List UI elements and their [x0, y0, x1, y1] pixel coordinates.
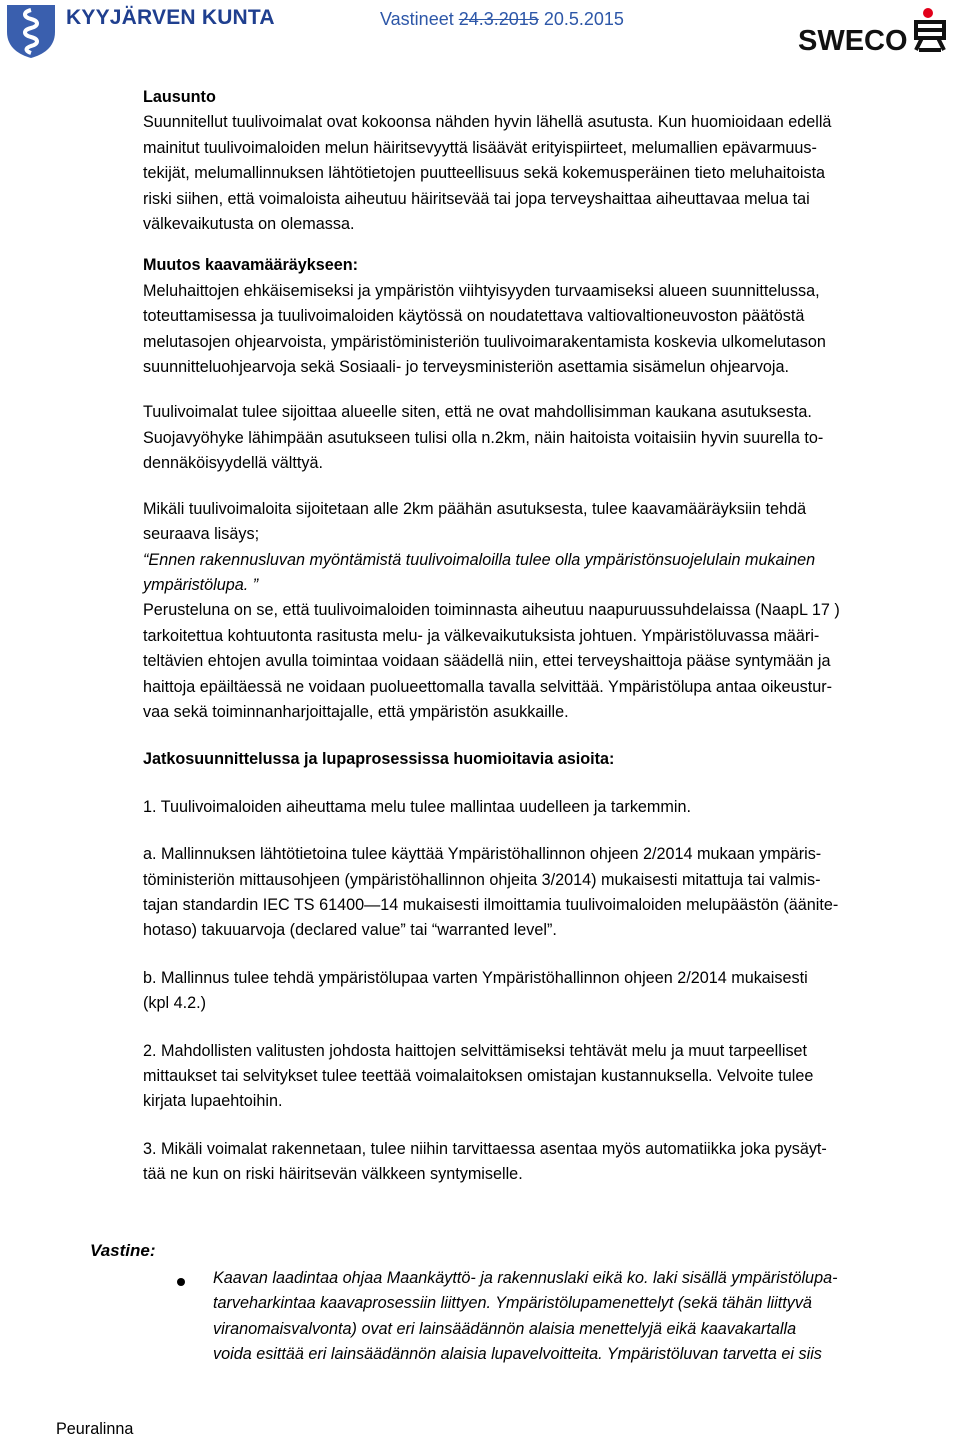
text-line: 1. Tuulivoimaloiden aiheuttama melu tulee mallintaa uudelleen ja tarkemmin. [143, 797, 691, 816]
text-line: voida esittää eri lainsäädännön alaisia lupavelvoitteita. Ympäristöluvan tarvetta ei siis [213, 1345, 822, 1364]
text-line: Suunnitellut tuulivoimalat ovat kokoonsa nähden hyvin lähellä asutusta. Kun huomioidaan edellä [143, 113, 832, 132]
text-line: dennäköisyydellä välttyä. [143, 454, 323, 473]
page-header [0, 0, 960, 70]
change-paragraph-3 [143, 497, 956, 548]
text-line: toteuttamisessa ja tuulivoimaloiden käytössä on noudatettava valtiovaltioneuvoston päätöstä [143, 307, 805, 326]
text-line: 2. Mahdollisten valitusten johdosta haittojen selvittämiseksi tehtävät melu ja muut tarpeelliset [143, 1041, 808, 1060]
response-label: Vastineet [380, 9, 454, 29]
text-line: vaa sekä toiminnanharjoittajalle, että ympäristön asukkaille. [143, 702, 569, 721]
text-line: suunnitteluohjearvoja sekä Sosiaali- jo terveysministeriön asettamia sisämelun ohjearvoja. [143, 358, 790, 377]
text-line: kirjata lupaehtoihin. [143, 1092, 283, 1111]
bullet-icon [177, 1278, 185, 1286]
text-line: tekijät, melumallinnuksen lähtötietojen puutteellisuus sekä kokemusperäinen tieto meluhaitoista [143, 164, 826, 183]
new-date: 20.5.2015 [543, 9, 624, 29]
text-line: “Ennen rakennusluvan myöntämistä tuulivoimaloilla tulee olla ympäristönsuojelulain mukainen [143, 550, 816, 569]
text-line: 3. Mikäli voimalat rakennetaan, tulee niihin tarvittaessa asentaa myös automatiikka joka pysäyt- [143, 1139, 827, 1158]
text-line: töministeriön mittausohjeen (ympäristöhallinnon ohjeita 3/2014) mukaisesti mitattuja tai valmis- [143, 870, 821, 889]
text-line: riski siihen, että voimaloista aiheutuu häiritsevää tai jopa terveyshaittaa aiheuttavaa melua tai [143, 189, 810, 208]
text-line: melutasojen ohjearvoista, ympäristöministeriön tuulivoimarakentamista koskevia ulkomelutason [143, 332, 826, 351]
change-heading: Muutos kaavamääräykseen: [143, 256, 359, 275]
text-line: mittaukset tai selvitykset tulee teettää voimalaitoksen omistajan kustannuksella. Velvoite tulee [143, 1067, 814, 1085]
text-line: seuraava lisäys; [143, 525, 260, 544]
text-line: teltävien ehtojen avulla toimintaa voidaan säädellä niin, ettei terveyshaittoja pääse syntymään ja [143, 652, 831, 671]
old-date: 24.3.2015 [458, 9, 539, 29]
response-text [213, 1266, 958, 1368]
item-1a [143, 842, 956, 944]
response-dates [380, 9, 624, 30]
text-line: (kpl 4.2.) [143, 994, 206, 1013]
text-line: tajan standardin IEC TS 61400—14 mukaisesti ilmoittamia tuulivoimaloiden melupäästön (äänite- [143, 895, 839, 914]
sweco-logo-icon [798, 6, 958, 56]
further-heading: Jatkosuunnittelussa ja lupaprosessissa huomioitavia asioita: [143, 750, 615, 769]
text-line: viranomaisvalvonta) ovat eri lainsäädännön alaisia menettelyjä eikä kaavakartalla [213, 1319, 797, 1338]
text-line: Mikäli tuulivoimaloita sijoitetaan alle 2km päähän asutuksesta, tulee kaavamääräyksiin tehdä [143, 499, 807, 518]
footer-author: Peuralinna [56, 1420, 134, 1438]
change-paragraph-1 [143, 279, 956, 381]
document-body [143, 85, 956, 1188]
text-line: Perusteluna on se, että tuulivoimaloiden toiminnasta aiheutuu naapuruussuhdelaissa (NaapL 17 ) [143, 601, 840, 620]
text-line: Tuulivoimalat tulee sijoittaa alueelle siten, että ne ovat mahdollisimman kaukana asutuksesta. [143, 403, 812, 422]
text-line: tarveharkintaa kaavaprosessiin liittyen. Ympäristölupamenettelyt (sekä tähän liittyvä [213, 1294, 812, 1313]
text-line: tarkoitettua kohtuutonta rasitusta melu- ja välkevaikutuksista johtuen. Ympäristöluvassa määri- [143, 626, 820, 645]
text-line: hotaso) takuuarvoja (declared value” tai “warranted level”. [143, 921, 557, 940]
text-line: ympäristölupa. ” [143, 575, 259, 594]
text-line: haittoja epäiltäessä ne voidaan puolueettomalla tavalla selvittää. Ympäristölupa antaa oikeustur- [143, 677, 833, 696]
text-line: Suojavyöhyke lähimpään asutukseen tulisi olla n.2km, näin haitoista voitaisiin hyvin suurella to- [143, 428, 824, 447]
response-label-heading: Vastine: [90, 1241, 156, 1260]
item-1 [143, 795, 956, 820]
sweco-logo-text: SWECO [798, 25, 908, 56]
text-line: tää ne kun on riski häiritsevän välkkeen syntymiselle. [143, 1165, 523, 1184]
organization-name: KYYJÄRVEN KUNTA [66, 6, 275, 29]
text-line: välkevaikutusta on olemassa. [143, 215, 355, 234]
statement-paragraph [143, 110, 956, 237]
text-line: Kaavan laadintaa ohjaa Maankäyttö- ja rakennuslaki eikä ko. laki sisällä ympäristölupa- [213, 1269, 838, 1287]
rationale-paragraph [143, 598, 956, 725]
item-2 [143, 1039, 956, 1115]
item-3 [143, 1137, 956, 1188]
text-line: Meluhaittojen ehkäisemiseksi ja ympäristön viihtyisyyden turvaamiseksi alueen suunnittelussa, [143, 281, 820, 300]
text-line: mainitut tuulivoimaloiden melun häiritsevyyttä lisäävät erityispiirteet, melumallien epävarmuus- [143, 138, 817, 157]
statement-heading: Lausunto [143, 88, 216, 106]
regulation-quote [143, 548, 956, 599]
text-line: a. Mallinnuksen lähtötietoina tulee käyttää Ympäristöhallinnon ohjeen 2/2014 mukaan ympäris- [143, 845, 822, 864]
municipality-crest-icon [4, 2, 58, 60]
text-line: b. Mallinnus tulee tehdä ympäristölupaa varten Ympäristöhallinnon ohjeen 2/2014 mukaisesti [143, 968, 808, 987]
item-1b [143, 966, 956, 1017]
change-paragraph-2 [143, 400, 956, 476]
